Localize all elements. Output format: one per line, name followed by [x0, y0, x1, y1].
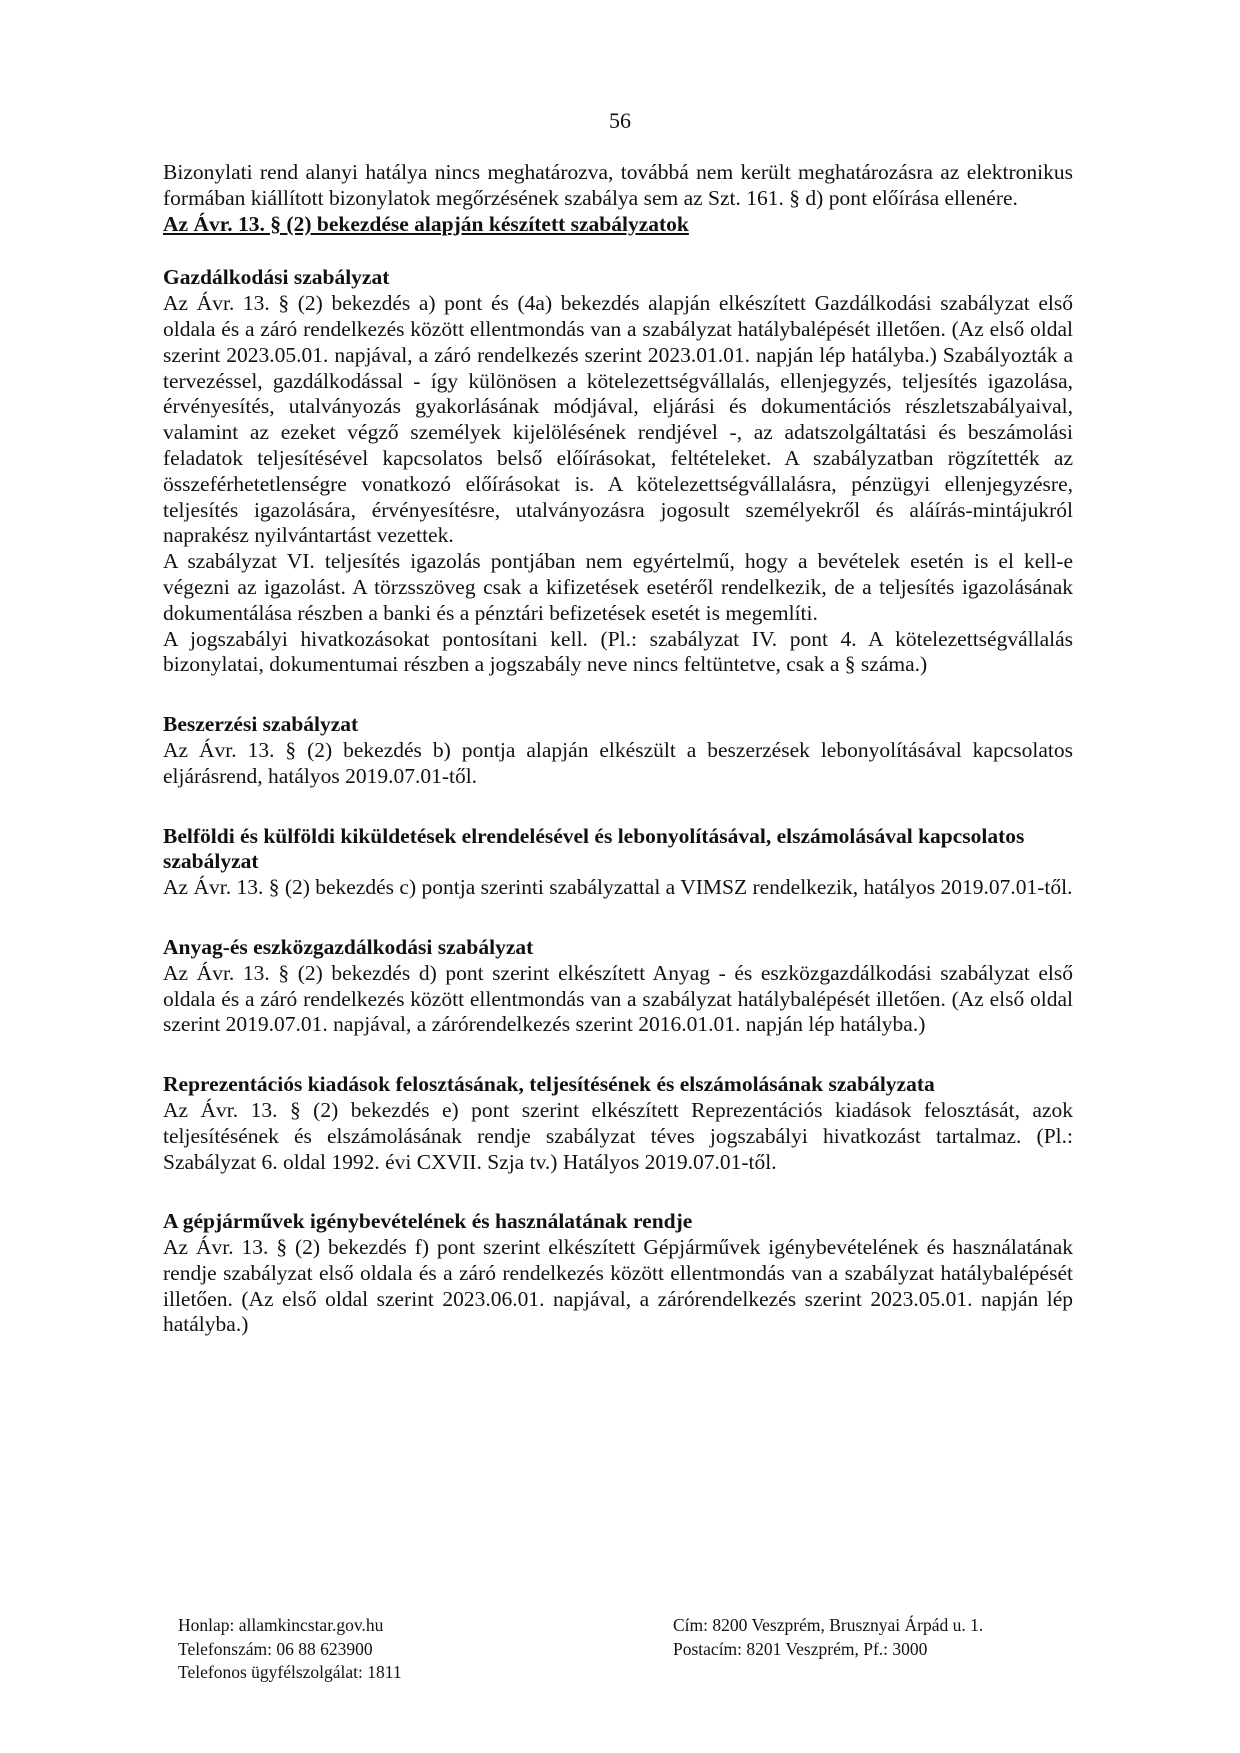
footer-postal-address: Postacím: 8201 Veszprém, Pf.: 3000 [673, 1638, 928, 1659]
section-title: Belföldi és külföldi kiküldetések elrendelésével és lebonyolításával, elszámolásával kapcsolatos szabályzat [163, 823, 1025, 874]
document-body [163, 160, 1073, 1338]
footer-phone: Telefonszám: 06 88 623900 [178, 1638, 373, 1659]
section-title: Reprezentációs kiadások felosztásának, teljesítésének és elszámolásának szabályzata [163, 1072, 935, 1097]
section-title: Gazdálkodási szabályzat [163, 265, 390, 290]
section-kikuldetesek [163, 824, 1073, 901]
paragraph: A szabályzat VI. teljesítés igazolás pontjában nem egyértelmű, hogy a bevételek esetén is el kell-e végezni az igazolást. A törzsszöveg csak a kifizetések esetéről rendelkezik, de a teljesítés igazolásának dokumentálása részben a banki és a pénztári befizetések esetét is megemlíti. [163, 549, 1073, 625]
paragraph: Az Ávr. 13. § (2) bekezdés f) pont szerint elkészített Gépjárművek igénybevételének és használatának rendje szabályzat első oldala és a záró rendelkezés között ellentmondás van a szabályzat hatálybalépését illetően. (Az első oldal szerint 2023.06.01. napjával, a zárórendelkezés szerint 2023.05.01. napján lép hatályba.) [163, 1235, 1073, 1337]
section-gazdalkodasi [163, 265, 1073, 678]
paragraph: Az Ávr. 13. § (2) bekezdés e) pont szerint elkészített Reprezentációs kiadások felosztását, azok teljesítésének és elszámolásának rendje szabályzat téves jogszabályi hivatkozást tartalmaz. (Pl.: Szabályzat 6. oldal 1992. évi CXVII. Szja tv.) Hatályos 2019.07.01-től. [163, 1097, 1073, 1174]
footer-contact-right [673, 1614, 983, 1661]
section-gepjarmuvek [163, 1209, 1073, 1338]
section-reprezentacios [163, 1072, 1073, 1175]
footer-website: Honlap: allamkincstar.gov.hu [178, 1615, 384, 1635]
intro-paragraph: Bizonylati rend alanyi hatálya nincs meghatározva, továbbá nem került meghatározásra az elektronikus formában kiállított bizonylatok megőrzésének szabálya sem az Szt. 161. § d) pont előírása ellenére. [163, 160, 1073, 210]
paragraph: A jogszabályi hivatkozásokat pontosítani kell. (Pl.: szabályzat IV. pont 4. A kötelezettségvállalás bizonylatai, dokumentumai részben a jogszabály neve nincs feltüntetve, csak a § száma.) [163, 626, 1073, 677]
section-title: Anyag-és eszközgazdálkodási szabályzat [163, 934, 534, 959]
section-title: A gépjárművek igénybevételének és használatának rendje [163, 1209, 693, 1234]
footer-helpline: Telefonos ügyfélszolgálat: 1811 [178, 1662, 402, 1682]
footer-contact-left [178, 1614, 402, 1685]
paragraph: Az Ávr. 13. § (2) bekezdés d) pont szerint elkészített Anyag - és eszközgazdálkodási szabályzat első oldala és a záró rendelkezés között ellentmondás van a szabályzat hatálybalépését illetően. (Az első oldal szerint 2019.07.01. napjával, a zárórendelkezés szerint 2016.01.01. napján lép hatályba.) [163, 960, 1073, 1037]
section-beszerzesi [163, 712, 1073, 789]
paragraph: Az Ávr. 13. § (2) bekezdés b) pontja alapján elkészült a beszerzések lebonyolításával kapcsolatos eljárásrend, hatályos 2019.07.01-től. [163, 737, 1073, 788]
page-number: 56 [609, 108, 631, 133]
paragraph: Az Ávr. 13. § (2) bekezdés a) pont és (4a) bekezdés alapján elkészített Gazdálkodási szabályzat első oldala és a záró rendelkezés között ellentmondás van a szabályzat hatálybalépését illetően. (Az első oldal szerint 2023.05.01. napjával, a záró rendelkezés szerint 2023.01.01. napján lép hatályba.) Szabályozták a tervezéssel, gazdálkodással - így különösen a kötelezettségvállalás, ellenjegyzés, teljesítés igazolása, érvényesítés, utalványozás gyakorlásának módjával, eljárási és dokumentációs részletszabályaival, valamint az ezeket végző személyek kijelölésének rendjével -, az adatszolgáltatási és beszámolási feladatok teljesítésével kapcsolatos belső előírásokat, feltételeket. A szabályzatban rögzítették az összeférhetetlenségre vonatkozó előírásokat is. A kötelezettségvállalásra, pénzügyi ellenjegyzésre, teljesítés igazolására, érvényesítésre, utalványozásra jogosult személyekről és aláírás-mintájukról naprakész nyilvántartást vezettek. [163, 291, 1073, 548]
section-heading: Az Ávr. 13. § (2) bekezdése alapján készített szabályzatok [163, 211, 689, 236]
paragraph: Az Ávr. 13. § (2) bekezdés c) pontja szerinti szabályzattal a VIMSZ rendelkezik, hatályos 2019.07.01-től. [163, 875, 1073, 900]
section-title: Beszerzési szabályzat [163, 712, 359, 737]
section-anyag-eszkoz [163, 935, 1073, 1038]
footer-address: Cím: 8200 Veszprém, Brusznyai Árpád u. 1. [673, 1615, 984, 1635]
